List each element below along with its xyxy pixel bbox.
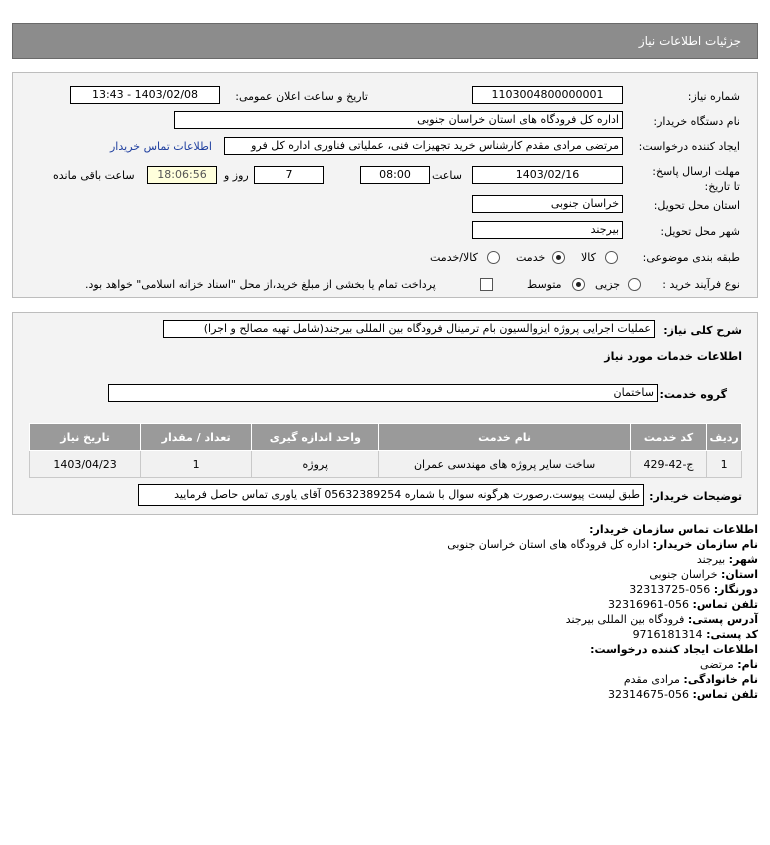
contact-section-title: اطلاعات تماس سازمان خریدار: <box>589 523 758 536</box>
contact-province-label: استان: <box>721 568 758 581</box>
contact-info-link[interactable]: اطلاعات تماس خریدار <box>110 140 212 153</box>
contact-fax-label: دورنگار: <box>713 583 758 596</box>
contact-city-label: شهر: <box>728 553 758 566</box>
contact-org: اداره کل فرودگاه های استان خراسان جنوبی <box>447 538 650 551</box>
buyer-notes-field: طبق لیست پیوست.رصورت هرگونه سوال با شماره 05632389254 آقای یاوری تماس حاصل فرمایید <box>138 484 644 506</box>
creator-section-title: اطلاعات ایجاد کننده درخواست: <box>590 643 758 656</box>
process-radio-minor[interactable] <box>628 278 641 291</box>
contact-phone-label: تلفن تماس: <box>692 598 758 611</box>
process-radio-medium[interactable] <box>572 278 585 291</box>
col-quantity: تعداد / مقدار <box>141 424 252 451</box>
contact-info <box>447 522 758 702</box>
province-label: استان محل تحویل: <box>653 199 740 212</box>
contact-phone: 056-32316961 <box>608 598 690 611</box>
category-radio-service[interactable] <box>552 251 565 264</box>
category-radio-goods-service[interactable] <box>487 251 500 264</box>
category-radio-goods[interactable] <box>605 251 618 264</box>
payment-note: پرداخت تمام یا بخشی از مبلغ خرید،از محل "اسناد خزانه اسلامی" خواهد بود. <box>85 278 436 291</box>
buyer-org-field: اداره کل فرودگاه های استان خراسان جنوبی <box>174 111 623 129</box>
contact-address: فرودگاه بین المللی بیرجند <box>565 613 685 626</box>
description-field: عملیات اجرایی پروژه ایزوالسیون بام ترمینال فرودگاه بین المللی بیرجند(شامل تهیه مصالح و اجرا) <box>163 320 655 338</box>
service-group-field: ساختمان <box>108 384 658 402</box>
page-title: جزئیات اطلاعات نیاز <box>638 34 741 48</box>
contact-postal-label: کد پستی: <box>706 628 758 641</box>
col-service-name: نام خدمت <box>379 424 630 451</box>
creator-phone: 056-32314675 <box>608 688 690 701</box>
description-label: شرح کلی نیاز: <box>663 324 742 337</box>
creator-name-label: نام: <box>737 658 758 671</box>
creator-family-label: نام خانوادگی: <box>683 673 758 686</box>
cell-row: 1 <box>707 451 742 478</box>
contact-city: بیرجند <box>696 553 726 566</box>
contact-address-label: آدرس پستی: <box>687 613 758 626</box>
creator-family: مرادی مقدم <box>623 673 680 686</box>
need-info-panel <box>12 72 758 298</box>
table-row <box>30 451 742 478</box>
category-option-goods: کالا <box>581 251 596 264</box>
process-label: نوع فرآیند خرید : <box>662 278 740 291</box>
buyer-notes-label: توضیحات خریدار: <box>649 490 742 503</box>
category-option-goods-service: کالا/خدمت <box>430 251 478 264</box>
cell-service-code: ج-42-429 <box>630 451 707 478</box>
city-label: شهر محل تحویل: <box>660 225 740 238</box>
deadline-label: مهلت ارسال پاسخ: تا تاریخ: <box>652 165 740 193</box>
col-unit: واحد اندازه گیری <box>252 424 379 451</box>
page-header <box>12 23 758 59</box>
announce-field: 1403/02/08 - 13:43 <box>70 86 220 104</box>
creator-field: مرتضی مرادی مقدم کارشناس خرید تجهیزات فنی، عملیاتی فناوری اداره کل فرو <box>224 137 623 155</box>
cell-need-date: 1403/04/23 <box>30 451 141 478</box>
contact-province: خراسان جنوبی <box>649 568 718 581</box>
services-table-wrap <box>29 423 742 478</box>
col-need-date: تاریخ نیاز <box>30 424 141 451</box>
cell-quantity: 1 <box>141 451 252 478</box>
col-row: ردیف <box>707 424 742 451</box>
deadline-date-field: 1403/02/16 <box>472 166 623 184</box>
category-option-service: خدمت <box>516 251 546 264</box>
province-field: خراسان جنوبی <box>472 195 623 213</box>
process-option-medium: متوسط <box>527 278 562 291</box>
cell-unit: پروژه <box>252 451 379 478</box>
contact-fax: 056-32313725 <box>629 583 711 596</box>
service-group-label: گروه خدمت: <box>659 388 727 401</box>
creator-label: ایجاد کننده درخواست: <box>638 140 740 153</box>
services-table <box>29 423 742 478</box>
remaining-label: ساعت باقی مانده <box>53 169 135 182</box>
need-number-label: شماره نیاز: <box>687 90 740 103</box>
announce-label: تاریخ و ساعت اعلان عمومی: <box>235 90 368 103</box>
process-option-minor: جزیی <box>595 278 621 291</box>
contact-postal: 9716181314 <box>632 628 703 641</box>
deadline-time-field: 08:00 <box>360 166 430 184</box>
city-field: بیرجند <box>472 221 623 239</box>
contact-org-label: نام سازمان خریدار: <box>652 538 758 551</box>
category-label: طبقه بندی موضوعی: <box>642 251 740 264</box>
buyer-org-label: نام دستگاه خریدار: <box>653 115 740 128</box>
cell-service-name: ساخت سایر پروژه های مهندسی عمران <box>379 451 630 478</box>
days-field: 7 <box>254 166 324 184</box>
creator-name: مرتضی <box>700 658 734 671</box>
deadline-time-label: ساعت <box>432 169 462 182</box>
days-label: روز و <box>224 169 249 182</box>
remaining-time-field: 18:06:56 <box>147 166 217 184</box>
creator-phone-label: تلفن تماس: <box>692 688 758 701</box>
col-service-code: کد خدمت <box>630 424 707 451</box>
services-section-title: اطلاعات خدمات مورد نیاز <box>604 350 742 363</box>
payment-checkbox[interactable] <box>480 278 493 291</box>
need-number-field: 1103004800000001 <box>472 86 623 104</box>
